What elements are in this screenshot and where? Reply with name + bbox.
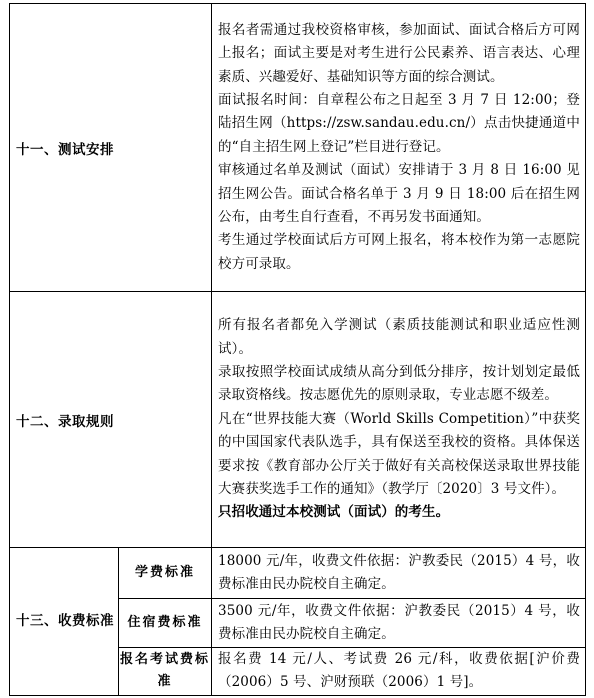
paragraph: 录取按照学校面试成绩从高分到低分排序，按计划划定最低录取资格线。按志愿优先的原则录取，专业志愿不级差。	[218, 363, 580, 404]
bold-note: 只招收通过本校测试（面试）的考生。	[218, 504, 450, 521]
fee-row-tuition	[10, 548, 586, 599]
section-row-11	[10, 4, 586, 292]
paragraph: 考生通过学校面试后方可网上报名，将本校作为第一志愿院校方可录取。	[218, 232, 580, 272]
fee-text: 18000 元/年，收费文件依据：沪教委民（2015）4 号，收费标准由民办院校自主确定。	[212, 548, 586, 599]
fee-name: 住宿费标准	[119, 599, 212, 648]
paragraph: 报名者需通过我校资格审核，参加面试、面试合格后方可网上报名；面试主要是对考生进行公民素养、语言表达、心理素质、兴趣爱好、基础知识等方面的综合测试。	[218, 21, 580, 85]
fee-name: 报名考试费标准	[119, 648, 212, 696]
fee-name: 学费标准	[119, 548, 212, 599]
section-label-11: 十一、测试安排	[10, 4, 212, 292]
section-label-12: 十二、录取规则	[10, 292, 212, 548]
section-content-12	[212, 292, 586, 548]
section-row-12	[10, 292, 586, 548]
paragraph: 凡在“世界技能大赛（World Skills Competition）”中获奖的中国国家代表队选手，具有保送至我校的资格。具体保送要求按《教育部办公厅关于做好有关高校保送录取世界技能大赛获奖选手工作的通知》（教学厅〔2020〕3 号文件）。	[218, 410, 580, 498]
paragraph: 审核通过名单及测试（面试）安排请于 3 月 8 日 16:00 见招生网公告。面试合格名单于 3 月 9 日 18:00 后在招生网公布，由考生自行查看，不再另发书面通知。	[218, 162, 580, 226]
section-content-11	[212, 4, 586, 292]
paragraph: 面试报名时间：自章程公布之日起至 3 月 7 日 12:00；登陆招生网（https://zsw.sandau.edu.cn/）点击快捷通道中的“自主招生网上登记”栏目进行登记。	[218, 91, 580, 155]
section-label-13: 十三、收费标准	[10, 548, 119, 696]
admission-table	[9, 3, 586, 696]
fee-text: 3500 元/年，收费文件依据：沪教委民（2015）4 号，收费标准由民办院校自主确定。	[212, 599, 586, 648]
paragraph: 所有报名者都免入学测试（素质技能测试和职业适应性测试）。	[218, 317, 580, 357]
fee-text: 报名费 14 元/人、考试费 26 元/科，收费依据[沪价费（2006）5 号、沪财预联（2006）1 号]。	[212, 648, 586, 696]
